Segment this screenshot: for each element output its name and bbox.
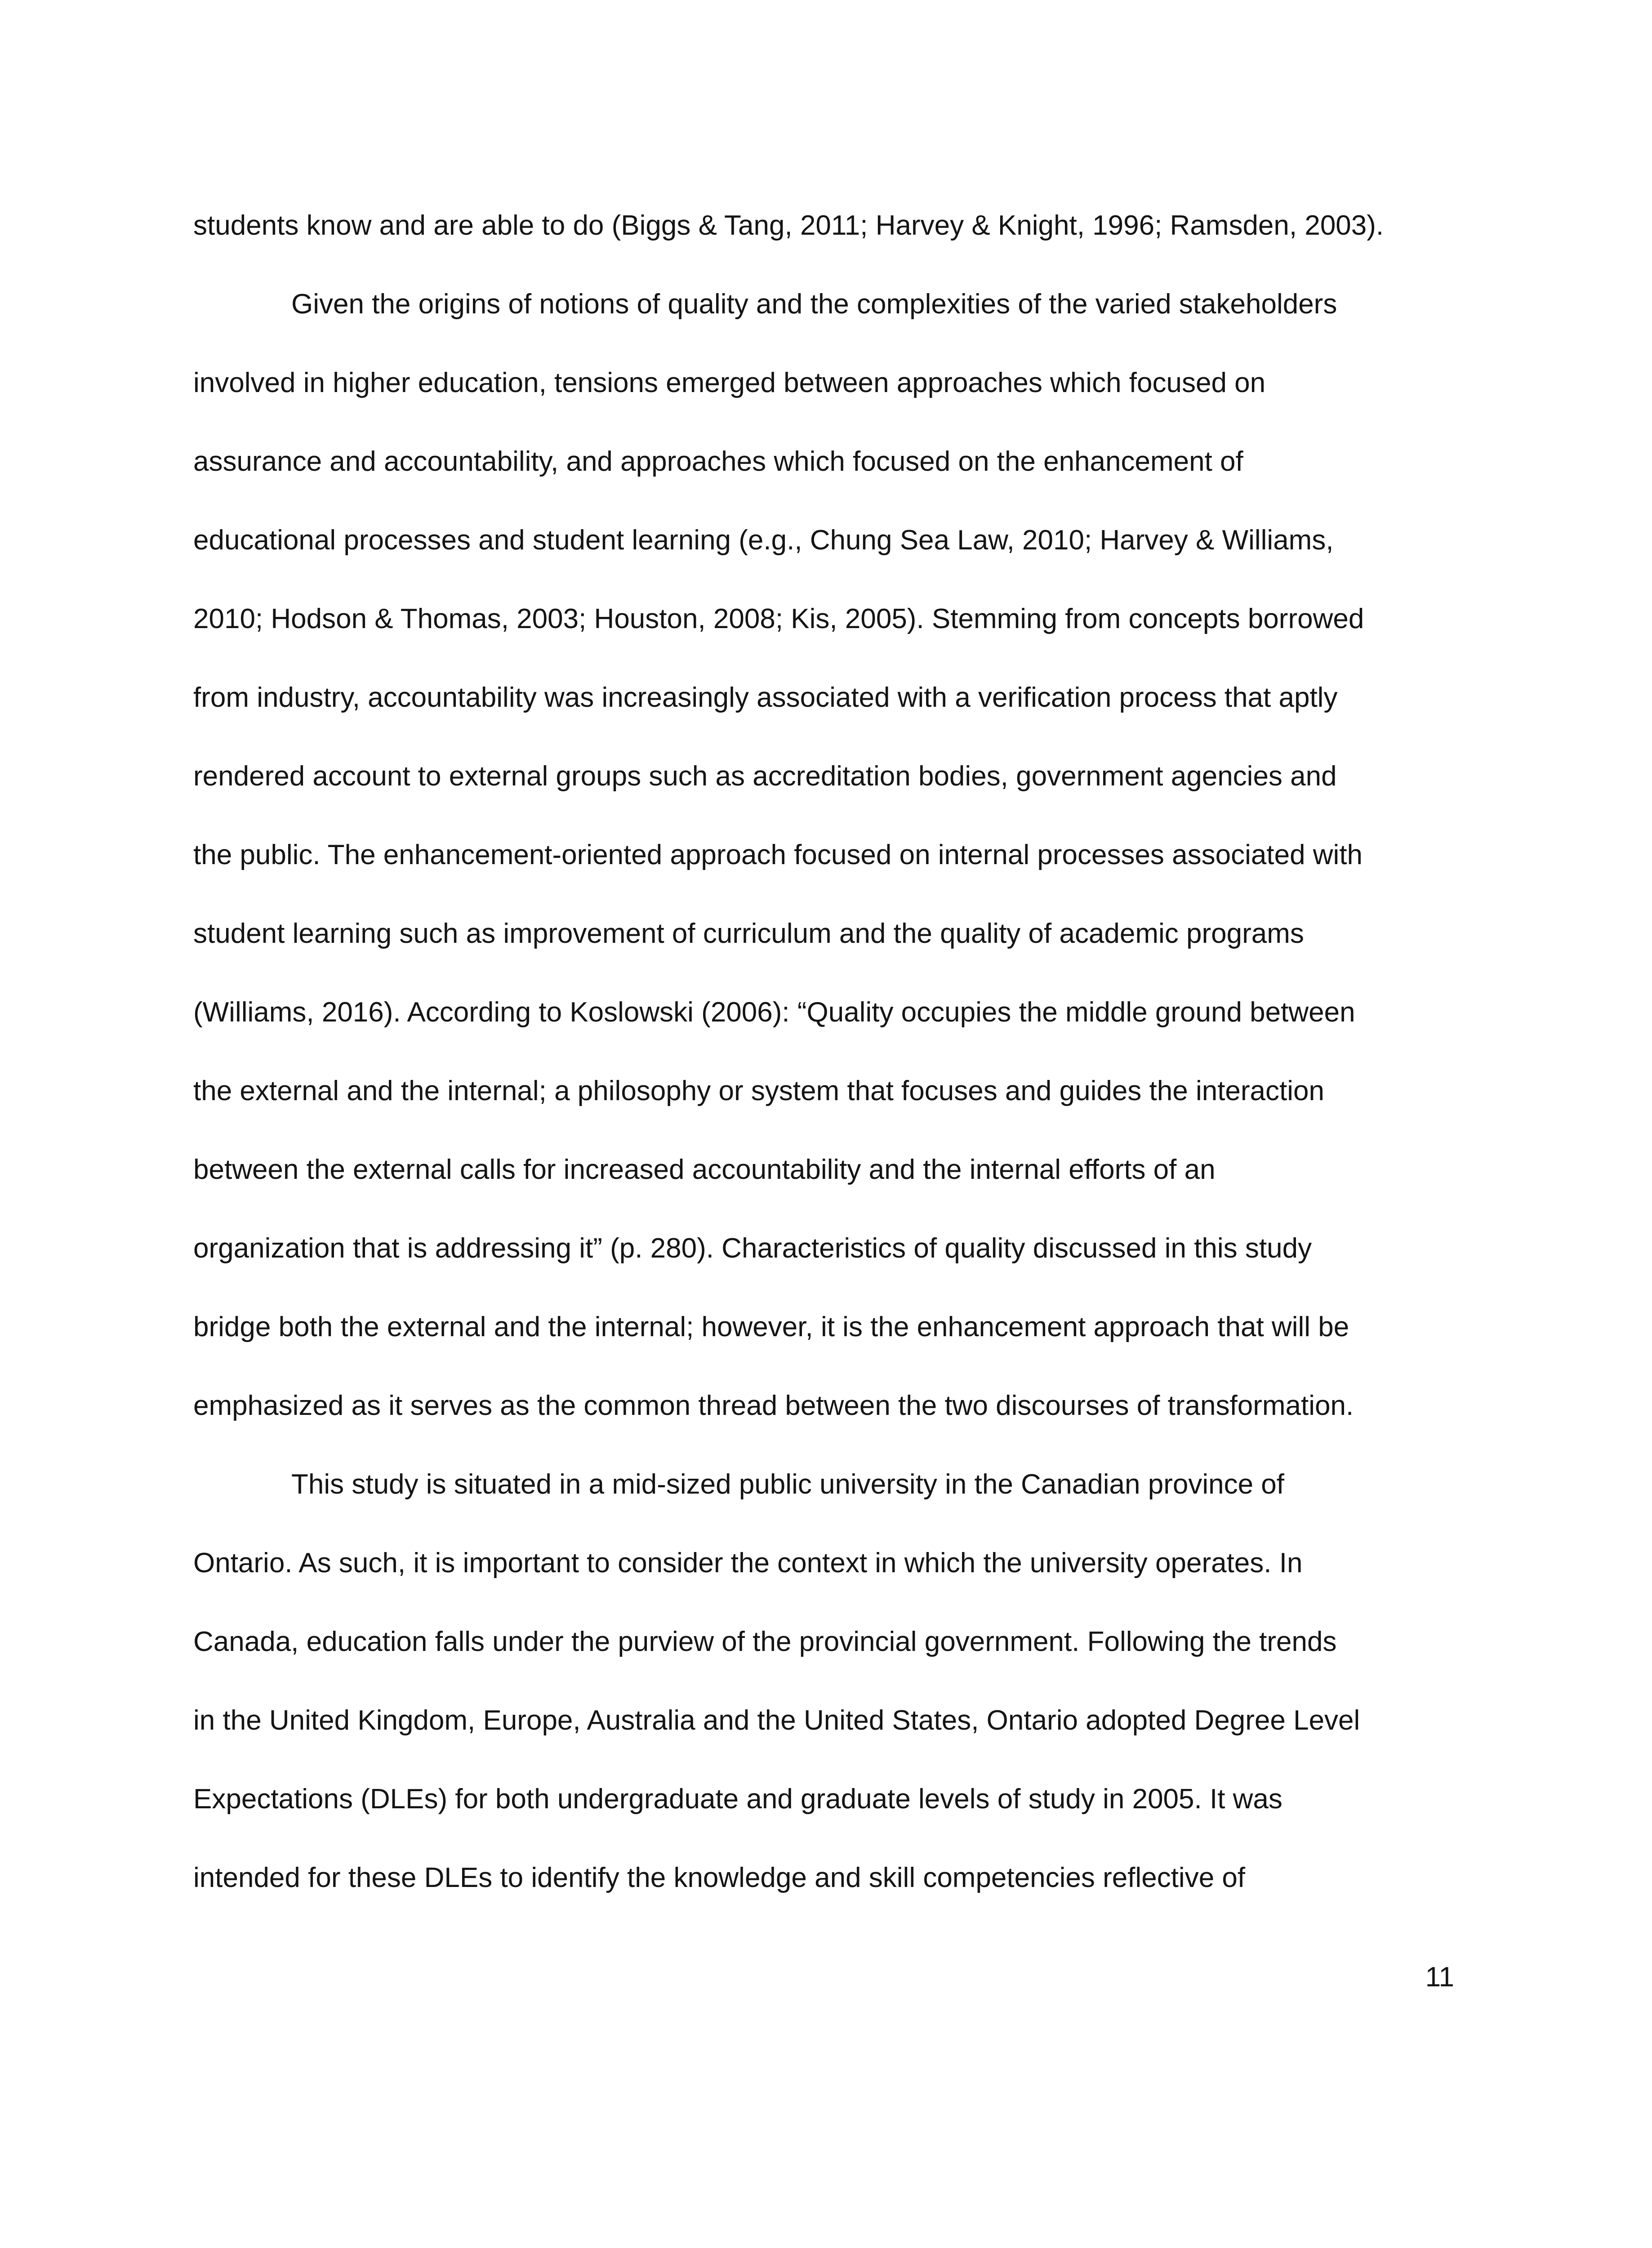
body-text-line: Canada, education falls under the purview of the provincial government. Following the trends [193, 1626, 1337, 1657]
body-text-line: educational processes and student learning (e.g., Chung Sea Law, 2010; Harvey & Williams, [193, 525, 1334, 556]
paragraph-first-line: This study is situated in a mid-sized public university in the Canadian province of [291, 1469, 1284, 1500]
body-text-line: Expectations (DLEs) for both undergraduate and graduate levels of study in 2005. It was [193, 1784, 1282, 1815]
body-text-line: between the external calls for increased accountability and the internal efforts of an [193, 1154, 1216, 1185]
body-text-line: emphasized as it serves as the common thread between the two discourses of transformation. [193, 1390, 1354, 1421]
body-text-line: the public. The enhancement-oriented approach focused on internal processes associated with [193, 839, 1363, 870]
body-text-line: 2010; Hodson & Thomas, 2003; Houston, 2008; Kis, 2005). Stemming from concepts borrowed [193, 603, 1364, 634]
body-text-line: student learning such as improvement of curriculum and the quality of academic programs [193, 918, 1304, 949]
body-text-line: the external and the internal; a philosophy or system that focuses and guides the interaction [193, 1075, 1324, 1106]
body-text-line: in the United Kingdom, Europe, Australia and the United States, Ontario adopted Degree Level [193, 1705, 1360, 1736]
body-text-line: involved in higher education, tensions emerged between approaches which focused on [193, 367, 1266, 398]
body-text-line: students know and are able to do (Biggs & Tang, 2011; Harvey & Knight, 1996; Ramsden, 2003). [193, 210, 1384, 241]
body-text-line: (Williams, 2016). According to Koslowski (2006): “Quality occupies the middle ground between [193, 997, 1355, 1028]
body-text-line: from industry, accountability was increasingly associated with a verification process that aptly [193, 682, 1338, 713]
body-text-line: organization that is addressing it” (p. 280). Characteristics of quality discussed in this study [193, 1233, 1312, 1264]
paragraph-first-line: Given the origins of notions of quality and the complexities of the varied stakeholders [291, 289, 1337, 320]
body-text-line: assurance and accountability, and approaches which focused on the enhancement of [193, 446, 1243, 477]
body-text-line: Ontario. As such, it is important to consider the context in which the university operates. In [193, 1548, 1303, 1579]
page-number: 11 [1425, 1962, 1454, 1993]
body-text-line: bridge both the external and the internal; however, it is the enhancement approach that will be [193, 1311, 1349, 1343]
body-text-line: intended for these DLEs to identify the knowledge and skill competencies reflective of [193, 1862, 1246, 1893]
body-text-line: rendered account to external groups such as accreditation bodies, government agencies and [193, 761, 1337, 792]
